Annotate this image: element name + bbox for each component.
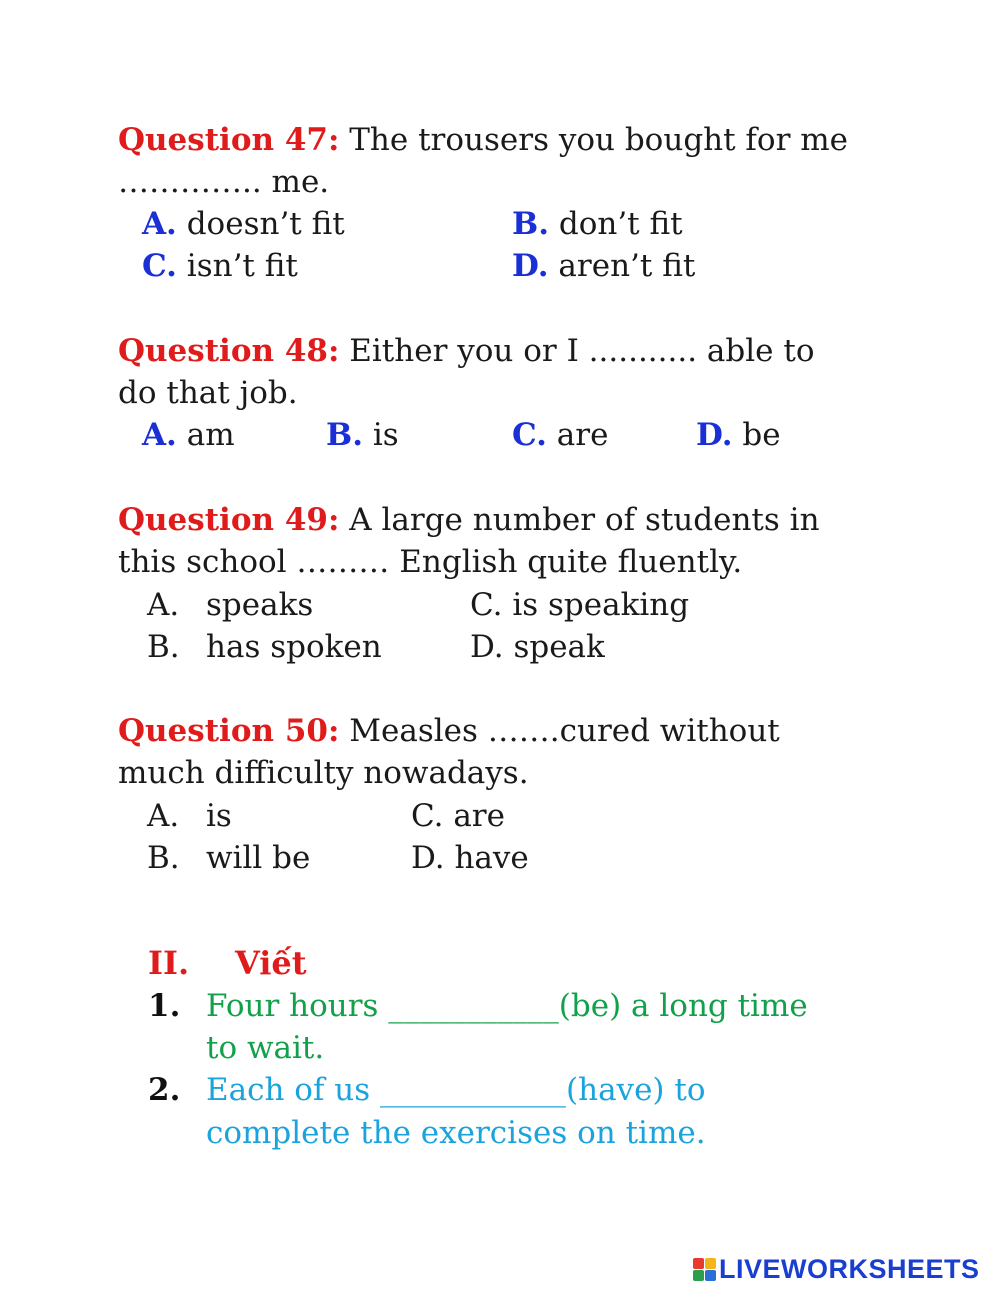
option-48-d[interactable] <box>696 414 781 456</box>
question-50-line1 <box>118 710 780 752</box>
option-text: is speaking <box>502 587 690 623</box>
logo-text: LIVEWORKSHEETS <box>719 1253 980 1284</box>
option-text: speak <box>503 629 605 665</box>
option-letter: D. <box>470 629 504 665</box>
option-letter: A. <box>147 798 180 834</box>
option-text: aren’t fit <box>548 248 696 284</box>
liveworksheets-logo[interactable] <box>693 1254 980 1284</box>
option-letter: C. <box>411 798 444 834</box>
option-47-b[interactable] <box>512 203 683 245</box>
option-letter: B. <box>147 840 180 876</box>
option-50-a[interactable] <box>147 795 179 837</box>
option-47-d[interactable] <box>512 245 695 287</box>
exercise-1-number: 1. <box>148 988 181 1024</box>
question-label: Question 50: <box>118 713 340 749</box>
question-50-line2: much difficulty nowadays. <box>118 755 529 791</box>
logo-block <box>705 1270 716 1281</box>
option-text: are <box>546 417 609 453</box>
option-47-c[interactable] <box>142 245 298 287</box>
option-49-b-text[interactable]: has spoken <box>206 629 382 665</box>
option-50-c[interactable] <box>411 795 505 837</box>
option-49-c[interactable] <box>470 584 689 626</box>
question-text: Either you or I ........... able to <box>339 333 815 369</box>
option-letter: C. <box>142 248 177 284</box>
exercise-1-line1[interactable]: Four hours ___________(be) a long time <box>206 988 808 1024</box>
option-50-d[interactable] <box>411 837 529 879</box>
option-50-a-text[interactable]: is <box>206 798 232 834</box>
option-text: isn’t fit <box>176 248 298 284</box>
option-text: doesn’t fit <box>176 206 345 242</box>
option-49-a[interactable] <box>147 584 179 626</box>
option-letter: A. <box>142 206 177 242</box>
question-text: The trousers you bought for me <box>339 122 848 158</box>
question-49-line2: this school ……… English quite fluently. <box>118 544 743 580</box>
question-label: Question 49: <box>118 502 340 538</box>
option-48-b[interactable] <box>326 414 399 456</box>
option-48-c[interactable] <box>512 414 608 456</box>
exercise-2-line1[interactable]: Each of us ____________(have) to <box>206 1072 706 1108</box>
option-letter: D. <box>696 417 733 453</box>
option-49-d[interactable] <box>470 626 605 668</box>
exercise-2-line2: complete the exercises on time. <box>206 1115 706 1151</box>
logo-block <box>705 1258 716 1269</box>
section-title: Viết <box>235 944 307 982</box>
question-47-line1 <box>118 119 848 161</box>
option-letter: B. <box>147 629 180 665</box>
option-49-b[interactable] <box>147 626 180 668</box>
exercise-2-number: 2. <box>148 1072 181 1108</box>
question-47-line2: ………….. me. <box>118 164 330 200</box>
option-text: don’t fit <box>549 206 683 242</box>
question-48-line2: do that job. <box>118 375 298 411</box>
exercise-1-line2: to wait. <box>206 1030 325 1066</box>
section-number: II. <box>148 944 190 982</box>
logo-block <box>693 1258 704 1269</box>
question-48-line1 <box>118 330 815 372</box>
question-label: Question 48: <box>118 333 340 369</box>
option-letter: C. <box>470 587 503 623</box>
logo-blocks-icon <box>693 1258 716 1281</box>
option-letter: B. <box>326 417 363 453</box>
question-49-line1 <box>118 499 820 541</box>
option-letter: A. <box>142 417 177 453</box>
option-48-a[interactable] <box>142 414 235 456</box>
option-text: am <box>176 417 235 453</box>
option-50-b[interactable] <box>147 837 180 879</box>
option-50-b-text[interactable]: will be <box>206 840 311 876</box>
option-letter: C. <box>512 417 547 453</box>
option-letter: B. <box>512 206 549 242</box>
logo-block <box>693 1270 704 1281</box>
option-49-a-text[interactable]: speaks <box>206 587 314 623</box>
option-letter: D. <box>512 248 549 284</box>
option-letter: A. <box>147 587 180 623</box>
question-text: A large number of students in <box>339 502 820 538</box>
question-label: Question 47: <box>118 122 340 158</box>
option-47-a[interactable] <box>142 203 345 245</box>
option-text: is <box>363 417 399 453</box>
option-text: have <box>444 840 529 876</box>
option-text: be <box>732 417 781 453</box>
question-text: Measles …….cured without <box>339 713 780 749</box>
option-letter: D. <box>411 840 445 876</box>
option-text: are <box>443 798 505 834</box>
